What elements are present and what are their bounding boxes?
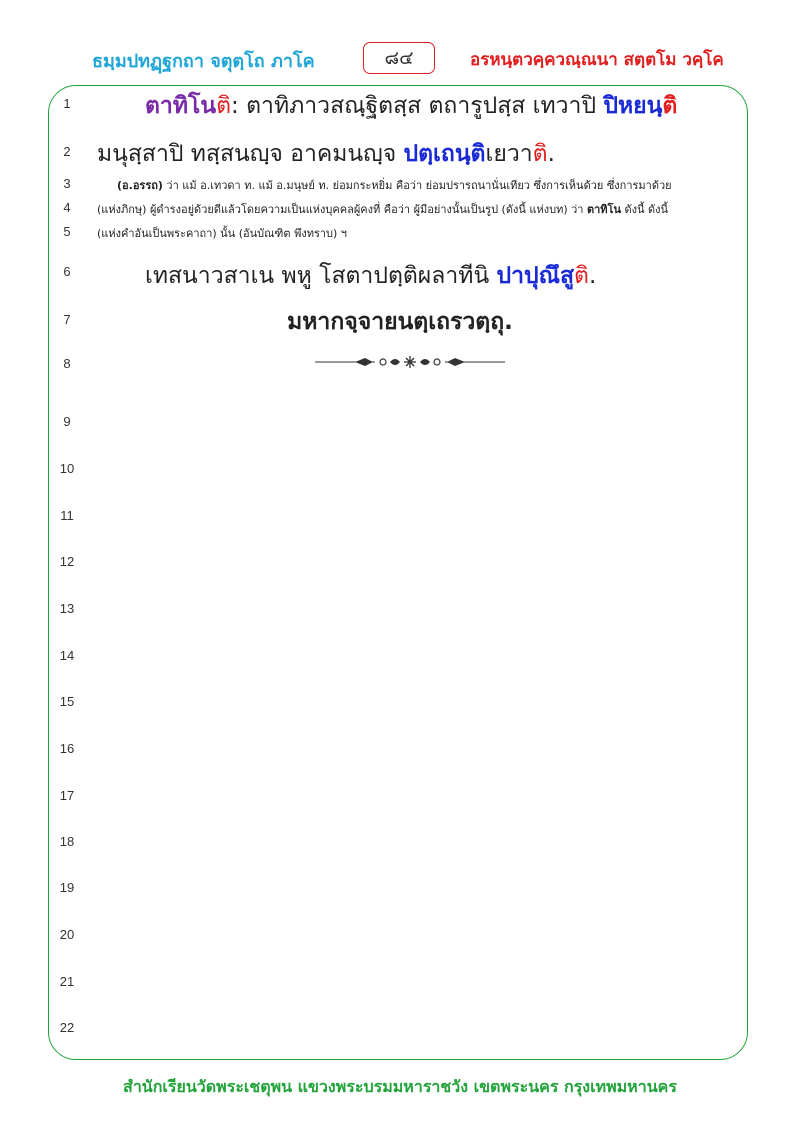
line-number: 5	[63, 224, 71, 239]
line-text: มนุสฺสาปิ ทสฺสนญฺจ อาคมนญฺจ	[97, 141, 404, 167]
highlight-word: ปาปุณึสู	[496, 263, 574, 289]
highlight-word: ปตฺเถนฺติ	[403, 141, 486, 167]
ti-suffix: ติ	[532, 141, 548, 167]
line-text: ดังนี้ ดังนี้	[620, 203, 669, 216]
ornament-divider-icon	[315, 355, 505, 369]
line-number: 21	[59, 974, 75, 989]
text-line-2	[97, 136, 555, 172]
bold-term: ตาทิโน	[586, 203, 621, 216]
book-title: ธมฺมปทฏฺฐกถา จตุตฺโถ ภาโค	[92, 51, 315, 72]
line-text: ตาทิภาวสณฺฐิตสฺส ตถารูปสฺส เทวาปิ	[238, 93, 604, 119]
line-number: 14	[59, 648, 75, 663]
line-text: เยวา	[485, 141, 533, 167]
text-line-3	[117, 176, 672, 194]
line-number: 10	[59, 461, 75, 476]
line-number: 15	[59, 694, 75, 709]
line-number: 2	[63, 144, 71, 159]
line-number: 3	[63, 176, 71, 191]
line-number: 20	[59, 927, 75, 942]
line-number: 13	[59, 601, 75, 616]
line-number: 6	[63, 264, 71, 279]
line-number: 11	[60, 508, 74, 523]
line-number: 19	[59, 880, 75, 895]
text-line-5	[97, 224, 347, 242]
bold-label: (อ.อรรถ)	[117, 179, 163, 192]
line-text: เทสนาวสาเน พหู โสตาปตฺติผลาทีนิ	[145, 263, 497, 289]
text-line-6	[145, 258, 596, 294]
colon: :	[231, 93, 239, 119]
line-text: ว่า แม้ อ.เทวดา ท. แม้ อ.มนุษย์ ท. ย่อมกระหยิ่ม คือว่า ย่อมปรารถนานั่นเทียว ซึ่งการเห็นด้วย ซึ่งการมาด้วย	[162, 179, 672, 192]
line-number: 7	[63, 312, 71, 327]
page-number-box: ๘๔	[363, 42, 435, 74]
line-number: 22	[59, 1020, 75, 1035]
ti-suffix: ติ	[574, 263, 589, 289]
period: .	[547, 141, 555, 167]
chapter-title: อรหนฺตวคฺควณฺณนา สตฺตโม วคฺโค	[470, 50, 724, 70]
text-line-4	[97, 200, 668, 218]
term-word: ตาทิโน	[145, 93, 217, 119]
page-header	[0, 42, 800, 78]
line-number: 1	[63, 96, 71, 111]
line-number: 17	[59, 788, 75, 803]
page-footer: สำนักเรียนวัดพระเชตุพน แขวงพระบรมมหาราชวัง เขตพระนคร กรุงเทพมหานคร	[123, 1077, 677, 1096]
line-text: (แห่งคำอันเป็นพระคาถา) นั้น (อันบัณฑิต พึงทราบ) ฯ	[97, 227, 347, 240]
line-number: 8	[63, 356, 71, 371]
line-number: 16	[59, 741, 75, 756]
text-line-1	[145, 88, 677, 124]
highlight-word: ปิหยนฺ	[603, 93, 663, 119]
line-number: 18	[59, 834, 75, 849]
line-number: 9	[63, 414, 71, 429]
line-text: (แห่งภิกษุ) ผู้ดำรงอยู่ด้วยดีแล้วโดยความเป็นแห่งบุคคลผู้คงที่ คือว่า ผู้มีอย่างนั้นเป็นรูป (ดังนี้ แห่งบท) ว่า	[97, 203, 587, 216]
line-number: 4	[63, 200, 71, 215]
period: .	[588, 263, 597, 289]
line-number: 12	[59, 554, 75, 569]
ti-suffix: ติ	[662, 93, 678, 119]
ti-suffix: ติ	[216, 93, 232, 119]
story-title: มหากจฺจายนตฺเถรวตฺถุ.	[287, 309, 513, 335]
